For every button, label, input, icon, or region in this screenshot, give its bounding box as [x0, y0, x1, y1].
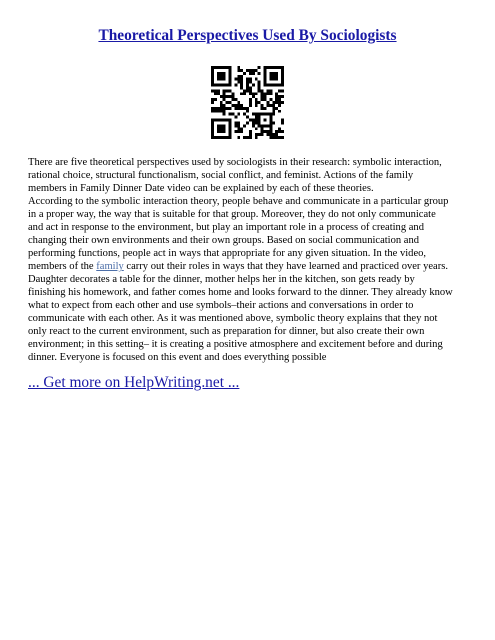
- body-line: dinner. Everyone is focused on this event and does everything possible: [28, 352, 327, 364]
- body-line: and act in response to the environment, but play an important role in a process of creating and: [28, 222, 424, 234]
- body-line: communicate with each other. As it was mentioned above, symbolic theory explains that they not: [28, 313, 438, 325]
- body-line: performing functions, people act in ways that appropriate for any given situation. In the video,: [28, 248, 427, 260]
- body-line-with-link: [28, 260, 468, 273]
- body-line: rational choice, structural functionalism, social conflict, and feminist. Actions of the family: [28, 170, 414, 182]
- body-line: finishing his homework, and father comes home and looks forward to the dinner. They already know: [28, 287, 453, 299]
- body-line: There are five theoretical perspectives used by sociologists in their research: symbolic interaction,: [28, 157, 442, 168]
- get-more-link[interactable]: ... Get more on HelpWriting.net ...: [28, 374, 240, 391]
- family-link[interactable]: family: [96, 261, 124, 273]
- body-line: members in Family Dinner Date video can be explained by each of these theories.: [28, 183, 374, 195]
- body-line: in a proper way, the way that is suitable for that group. Moreover, they do not only communicate: [28, 209, 436, 221]
- body-line: what to expect from each other and use symbols–their actions and conversations in order to: [28, 300, 414, 312]
- body-line: only react to the current environment, such as preparation for dinner, but also create their own: [28, 326, 425, 338]
- body-line: Daughter decorates a table for the dinner, mother helps her in the kitchen, son gets ready by: [28, 274, 415, 286]
- body-line: According to the symbolic interaction theory, people behave and communicate in a particular group: [28, 196, 449, 208]
- body-line: changing their own environments and their own groups. Based on social communication and: [28, 235, 420, 247]
- qr-code-icon: [211, 66, 284, 139]
- body-line: environment; in this setting– it is creating a positive atmosphere and excitement before and during: [28, 339, 443, 351]
- body-line-text: members of the: [28, 261, 97, 273]
- body-paragraph: [28, 156, 468, 364]
- body-line-text: carry out their roles in ways that they have learned and practiced over years.: [123, 261, 448, 273]
- document-title-link[interactable]: Theoretical Perspectives Used By Sociologists: [98, 27, 397, 44]
